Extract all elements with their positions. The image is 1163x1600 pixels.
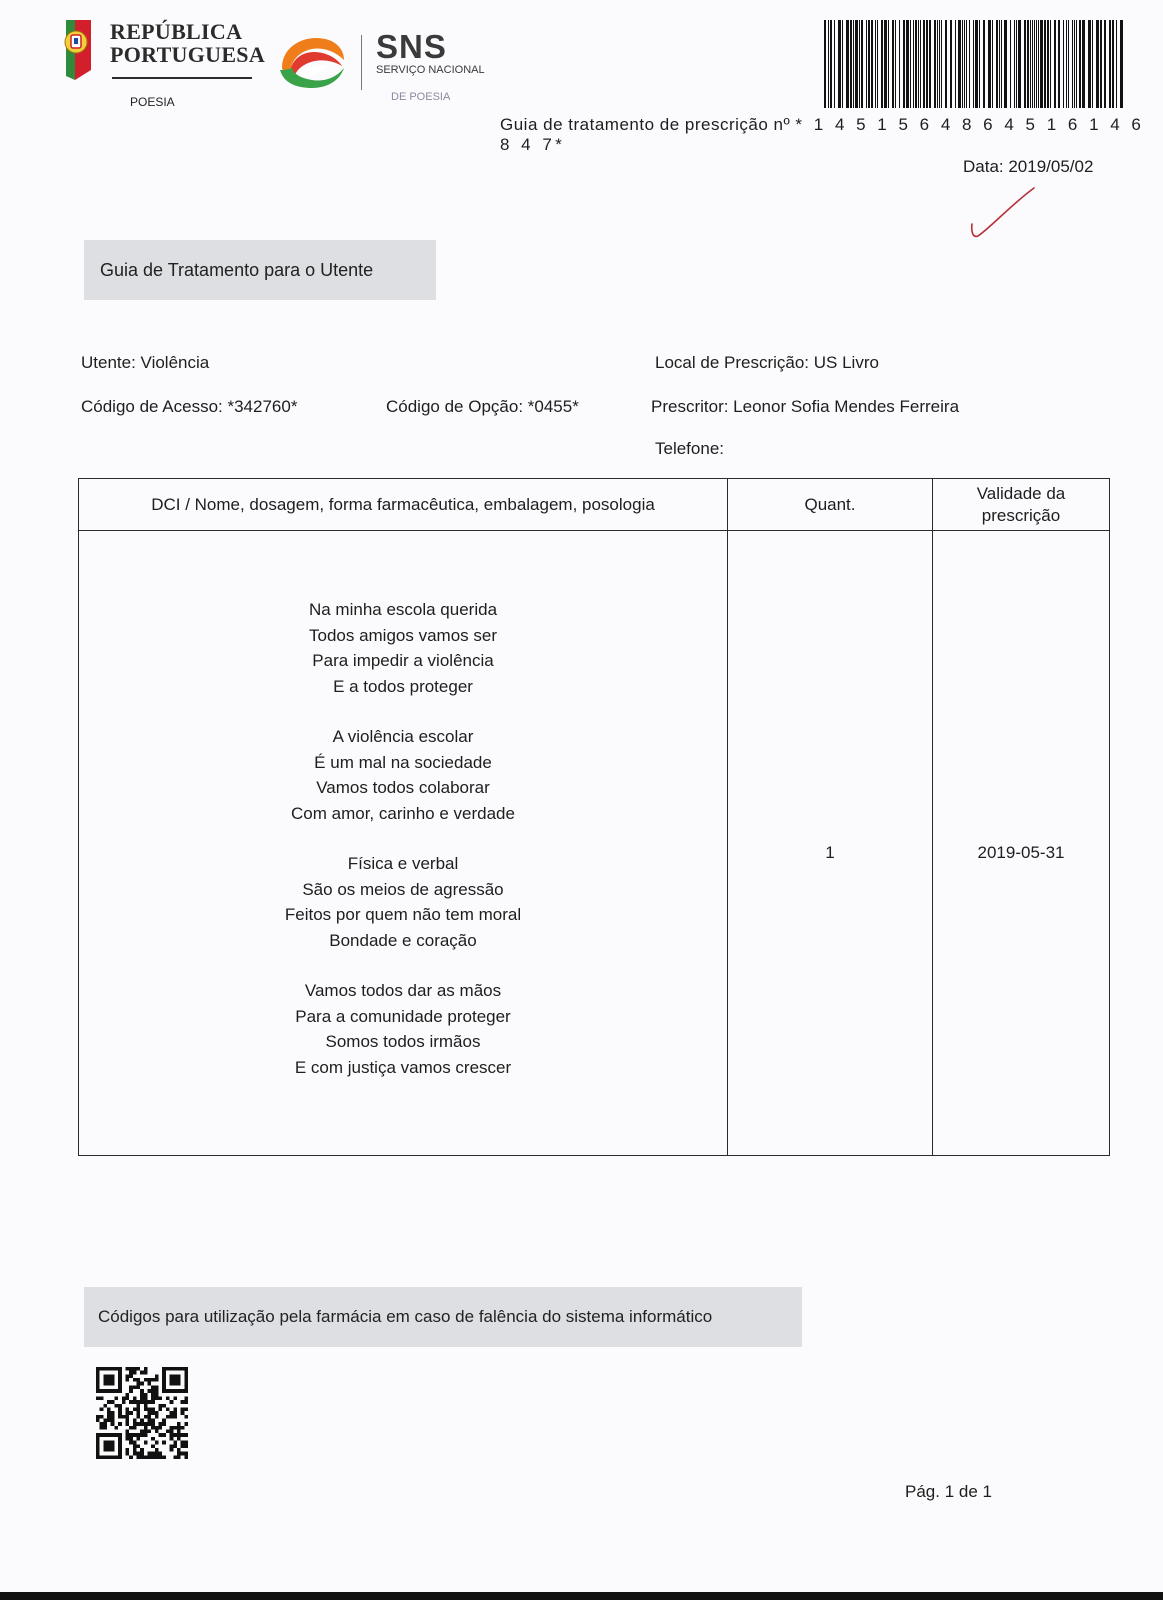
poem-line: Somos todos irmãos <box>325 1032 481 1051</box>
prescription-number: * 1 4 5 1 5 6 4 8 6 4 5 1 6 1 4 6 8 4 7* <box>500 115 1145 154</box>
poem-line: Para impedir a violência <box>312 651 494 670</box>
poem-line: Todos amigos vamos ser <box>308 625 498 645</box>
poem-line: Física e verbal <box>347 854 459 873</box>
poem-line: Vamos todos dar as mãos <box>304 981 502 1000</box>
qr-code <box>96 1367 188 1459</box>
poem-line: E a todos proteger <box>333 676 473 696</box>
description-cell <box>79 531 728 1156</box>
validity-header-line-1: Validade da <box>976 483 1066 503</box>
poem-line: Vamos todos colaborar <box>316 778 490 797</box>
page-number: Pág. 1 de 1 <box>905 1482 992 1501</box>
poem-line: Feitos por quem não tem moral <box>284 905 522 924</box>
sns-subtitle: SERVIÇO NACIONAL <box>376 64 485 76</box>
option-code: Código de Opção: *0455* <box>386 397 579 416</box>
republic-line-2: PORTUGUESA <box>110 42 266 67</box>
coat-of-arms-icon <box>63 18 95 82</box>
prescription-location: Local de Prescrição: US Livro <box>655 353 879 372</box>
poem-stanza-1 <box>79 597 727 699</box>
prescription-number-label: Guia de tratamento de prescrição nº <box>500 115 796 134</box>
check-mark-icon <box>968 186 1038 246</box>
logo-separator <box>361 35 362 90</box>
poem-stanza-2 <box>79 724 727 826</box>
poem-line: A violência escolar <box>332 727 474 746</box>
prescription-table <box>78 478 1110 1156</box>
republic-underline <box>112 77 252 79</box>
poem-line: Na minha escola querida <box>308 600 498 619</box>
poem-line: São os meios de agressão <box>302 879 504 899</box>
poem-line: Com amor, carinho e verdade <box>291 803 515 823</box>
patient-name: Utente: Violência <box>81 353 210 372</box>
access-code: Código de Acesso: *342760* <box>81 397 298 416</box>
prescriber: Prescritor: Leonor Sofia Mendes Ferreira <box>651 397 960 416</box>
poem <box>79 531 727 1080</box>
republic-title <box>110 20 265 66</box>
pharmacy-codes-box <box>84 1287 802 1347</box>
sns-title: SNS <box>376 28 447 65</box>
poem-line: É um mal na sociedade <box>314 752 492 772</box>
republic-line-1: REPÚBLICA <box>110 19 243 44</box>
phone: Telefone: <box>655 439 724 458</box>
poem-line: Para a comunidade proteger <box>295 1006 511 1026</box>
document-title: Guia de Tratamento para o Utente <box>100 259 374 280</box>
column-header-quantity: Quant. <box>728 479 933 531</box>
poem-line: E com justiça vamos crescer <box>294 1057 512 1077</box>
prescription-date: Data: 2019/05/02 <box>963 157 1094 176</box>
scan-edge <box>0 1592 1163 1600</box>
poem-stanza-3 <box>79 851 727 953</box>
poem-line: Bondade e coração <box>329 930 477 950</box>
prescription-number-line <box>500 115 1163 155</box>
sns-logo-icon <box>276 34 348 90</box>
document-title-box <box>84 240 436 300</box>
column-header-description: DCI / Nome, dosagem, forma farmacêutica, embalagem, posologia <box>79 479 728 531</box>
pharmacy-codes-label: Códigos para utilização pela farmácia em caso de falência do sistema informático <box>98 1307 713 1326</box>
quantity-cell: 1 <box>728 531 933 1156</box>
republic-subtitle: POESIA <box>130 95 175 109</box>
column-header-validity <box>933 479 1110 531</box>
table-row <box>79 531 1110 1156</box>
table-header-row <box>79 479 1110 531</box>
poem-stanza-4 <box>79 978 727 1080</box>
validity-header-line-2: prescrição <box>981 505 1061 525</box>
barcode <box>822 20 1128 108</box>
validity-cell: 2019-05-31 <box>933 531 1110 1156</box>
sns-subtitle-2: DE POESIA <box>391 91 451 103</box>
